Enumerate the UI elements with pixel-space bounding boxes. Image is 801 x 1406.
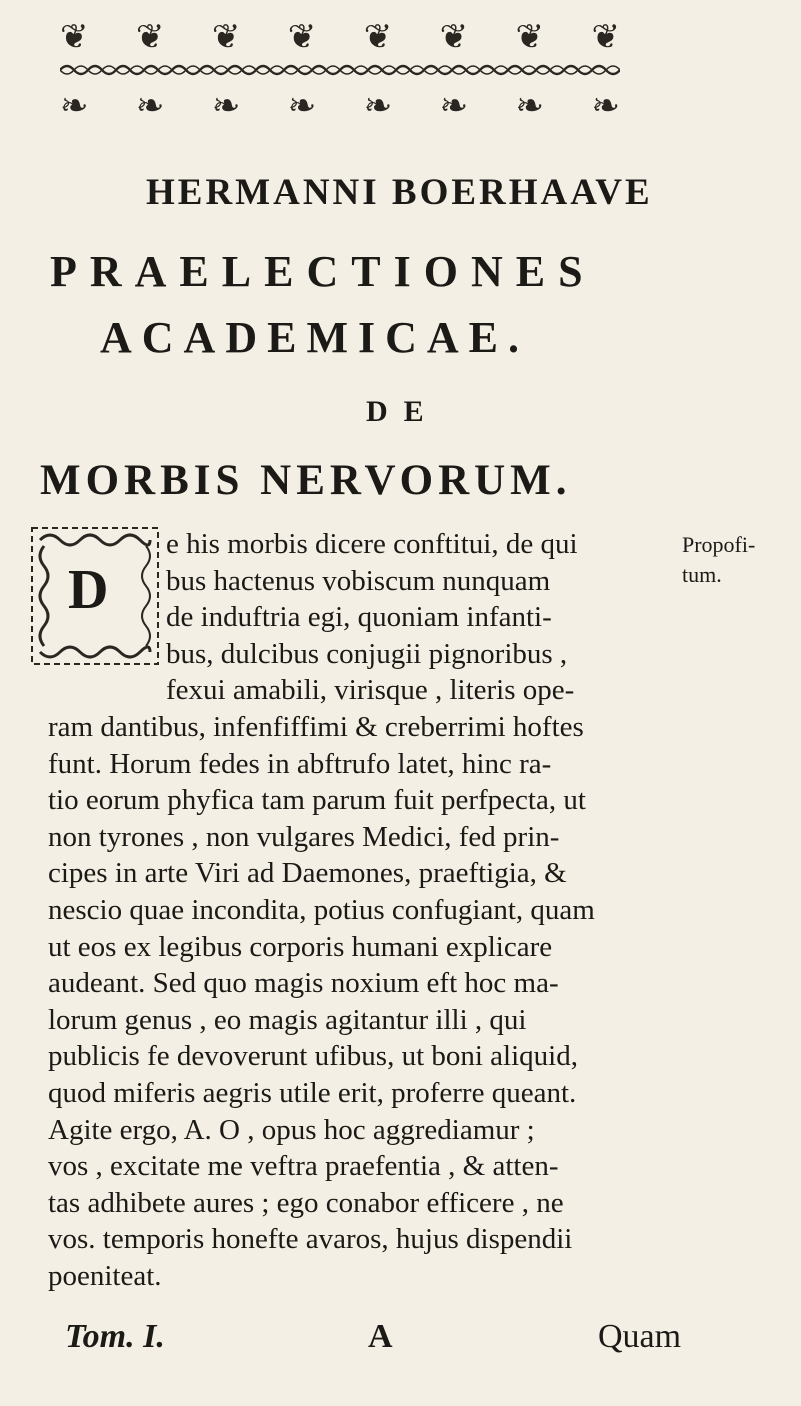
text-line: audeant. Sed quo magis noxium eft hoc ma- [48, 967, 559, 1000]
text-line: nescio quae incondita, potius confugiant, quam [48, 893, 595, 926]
text-line: cipes in arte Viri ad Daemones, praeftigia, & [48, 857, 567, 890]
title-preposition: DE [366, 395, 440, 428]
text-line: funt. Horum fedes in abftrufo latet, hinc ra- [48, 747, 552, 780]
scroll-ornament-icon: ❧ [591, 86, 620, 126]
text-line: Agite ergo, A. O , opus hoc aggrediamur ; [48, 1113, 535, 1146]
margin-note [682, 530, 755, 590]
body-text [48, 526, 704, 1294]
fleuron-icon: ❦ [591, 17, 620, 57]
text-line: lorum genus , eo magis agitantur illi , qui [48, 1003, 527, 1036]
scroll-ornament-icon: ❧ [211, 86, 241, 126]
scroll-ornament-icon: ❧ [287, 86, 317, 126]
text-line: ut eos ex legibus corporis humani explicare [48, 930, 553, 963]
text-line: e his morbis dicere conftitui, de qui [166, 528, 578, 560]
headpiece-ornament [60, 12, 620, 130]
ornament-row-top [60, 12, 620, 62]
text-line: vos , excitate me veftra praefentia , & atten- [48, 1150, 559, 1183]
fleuron-icon: ❦ [515, 17, 545, 57]
fleuron-icon: ❦ [60, 17, 89, 57]
margin-note-line: Propofi- [682, 532, 756, 557]
text-line: tas adhibete aures ; ego conabor efficere , ne [48, 1186, 564, 1219]
text-line: de induftria egi, quoniam infanti- [166, 601, 552, 634]
scroll-ornament-icon: ❧ [439, 86, 469, 126]
scroll-ornament-icon: ❧ [515, 86, 545, 126]
author-name: HERMANNI BOERHAAVE [146, 172, 653, 213]
text-line: fexui amabili, virisque , literis ope- [166, 674, 575, 707]
catchword: Quam [598, 1318, 682, 1355]
chapter-subject: MORBIS NERVORUM. [40, 457, 572, 504]
text-line: vos. temporis honefte avaros, hujus dispendii [48, 1223, 573, 1256]
title-line-2: ACADEMICAE. [100, 313, 529, 362]
text-line: quod miferis aegris utile erit, proferre queant. [48, 1076, 577, 1109]
text-line: bus hactenus vobiscum nunquam [166, 564, 551, 597]
fleuron-icon: ❦ [135, 17, 165, 57]
volume-signature: Tom. I. [65, 1318, 165, 1355]
fleuron-icon: ❦ [363, 17, 393, 57]
text-line: poeniteat. [48, 1259, 162, 1292]
fleuron-icon: ❦ [439, 17, 469, 57]
gathering-mark: A [368, 1318, 393, 1355]
text-line: ram dantibus, infenfiffimi & creberrimi hoftes [48, 710, 584, 743]
text-line: tio eorum phyfica tam parum fuit perfpecta, ut [48, 784, 586, 817]
ornament-row-bottom [60, 82, 620, 130]
scroll-ornament-icon: ❧ [60, 86, 89, 126]
text-line: bus, dulcibus conjugii pignoribus , [166, 637, 568, 670]
initial-letter: D [68, 559, 109, 621]
text-line: publicis fe devoverunt ufibus, ut boni aliquid, [48, 1040, 578, 1073]
title-line-1: PRAELECTIONES [50, 247, 596, 296]
margin-note-line: tum. [682, 562, 722, 587]
fleuron-icon: ❦ [211, 17, 241, 57]
scroll-ornament-icon: ❧ [135, 86, 165, 126]
scroll-rule-ornament [60, 62, 620, 78]
fleuron-icon: ❦ [287, 17, 317, 57]
page-footer [0, 1318, 801, 1358]
scroll-ornament-icon: ❧ [363, 86, 393, 126]
text-line: non tyrones , non vulgares Medici, fed prin- [48, 820, 560, 853]
